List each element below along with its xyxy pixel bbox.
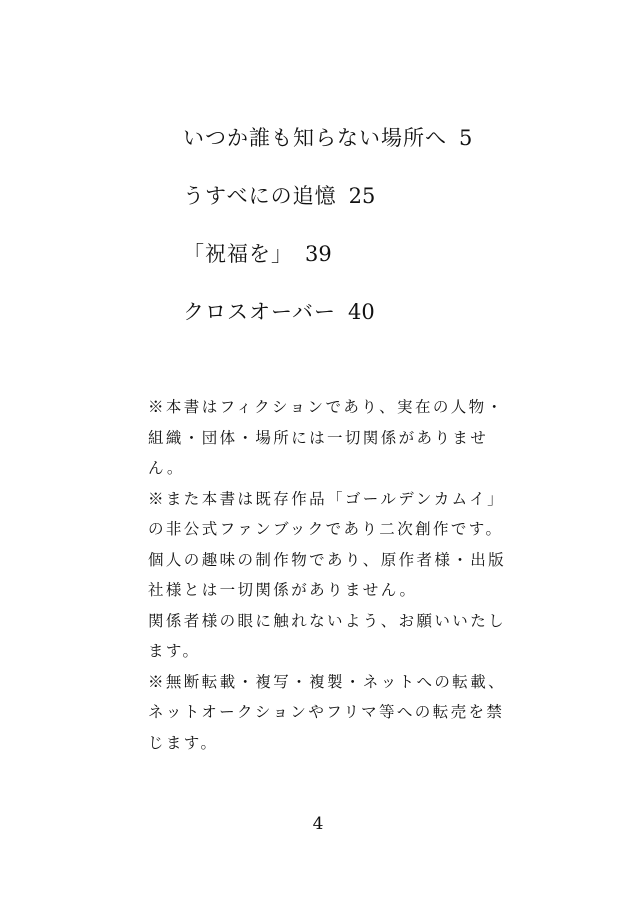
toc-title: いつか誰も知らない場所へ: [183, 126, 447, 150]
disclaimer-paragraph: ※本書はフィクションであり、実在の人物・組織・団体・場所には一切関係がありません。: [148, 398, 505, 477]
disclaimer-notice: [148, 392, 508, 758]
toc-entry: [183, 178, 472, 236]
page-number: 4: [312, 814, 324, 834]
toc-page-number: 39: [305, 242, 332, 266]
toc-title: うすべにの追憶: [183, 184, 337, 208]
toc-title: クロスオーバー: [183, 300, 336, 324]
toc-entry: [183, 120, 472, 178]
disclaimer-paragraph: 関係者様の眼に触れないよう、お願いいたします。: [148, 611, 507, 660]
toc-page-number: 40: [347, 300, 375, 324]
toc-page-number: 25: [348, 184, 376, 208]
toc-entry: [183, 236, 472, 294]
toc-title: 「祝福を」: [183, 242, 293, 266]
table-of-contents: [183, 120, 472, 352]
disclaimer-paragraph: ※無断転載・複写・複製・ネットへの転載、ネットオークションやフリマ等への転売を禁じます。: [148, 672, 507, 752]
toc-page-number: 5: [459, 126, 473, 150]
disclaimer-paragraph: ※また本書は既存作品「ゴールデンカムイ」の非公式ファンブックであり二次創作です。個人の趣味の制作物であり、原作者様・出版社様とは一切関係がありません。: [148, 489, 507, 599]
toc-entry: [183, 294, 472, 352]
